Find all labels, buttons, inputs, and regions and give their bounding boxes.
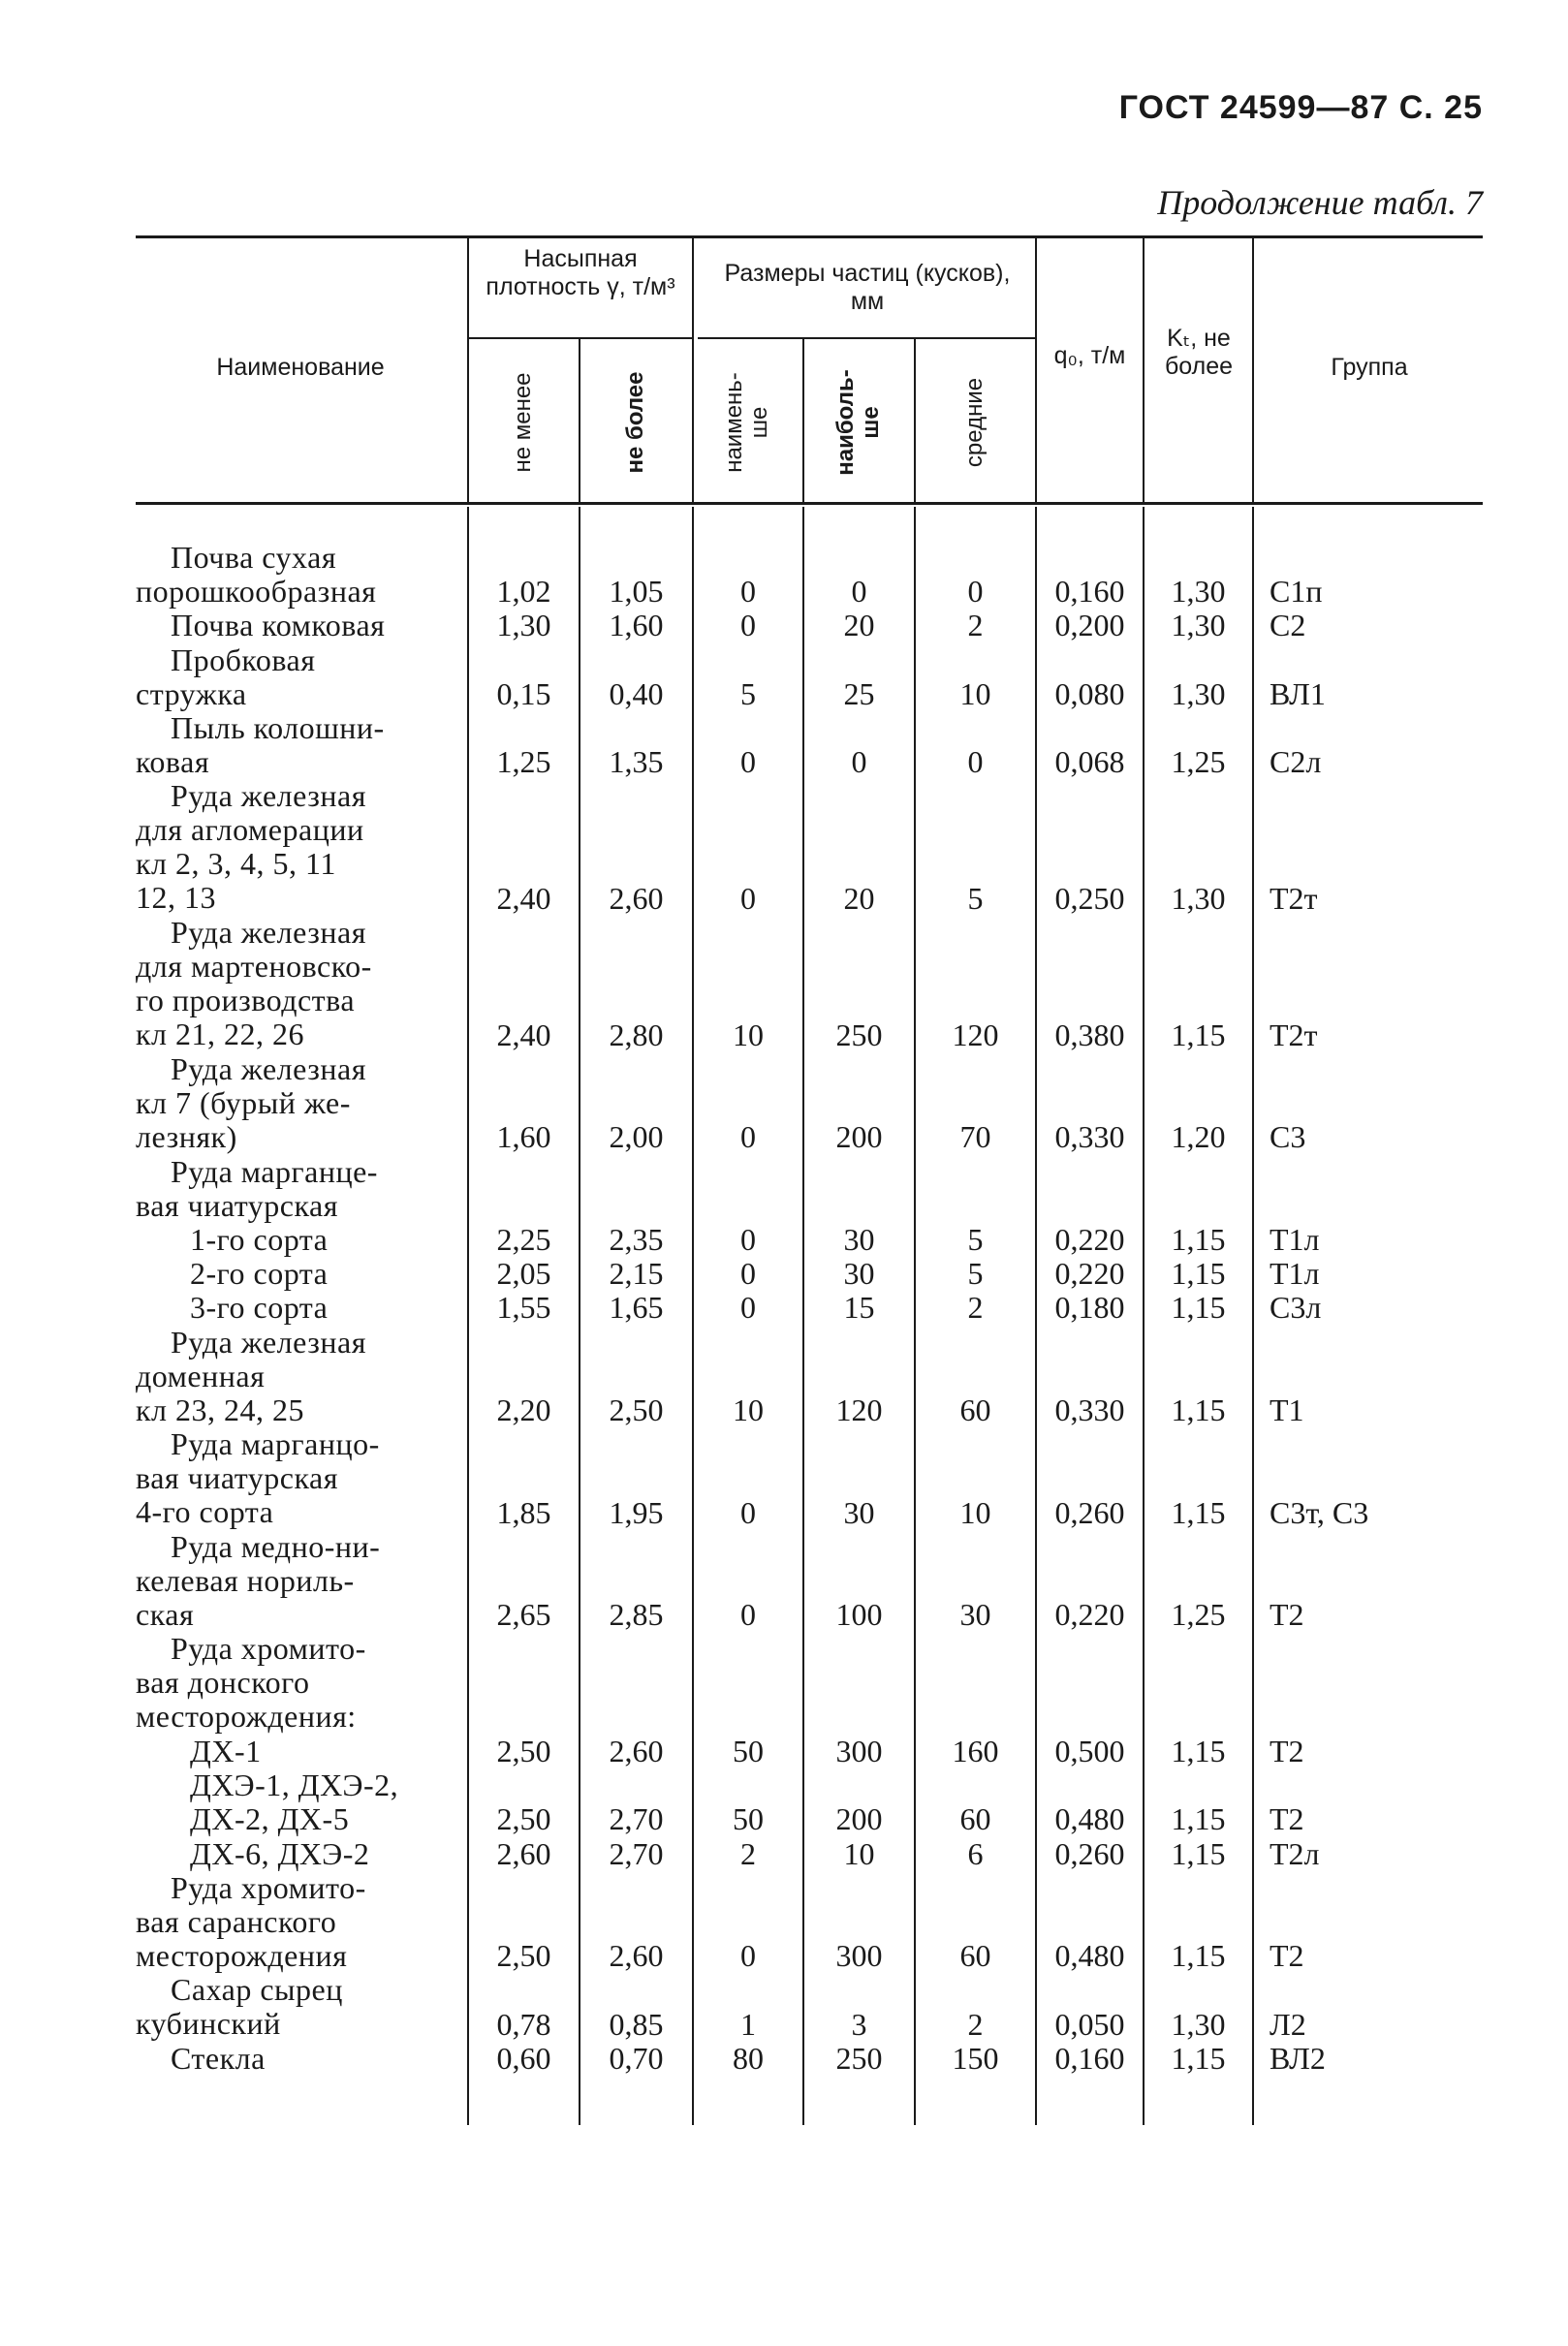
cell-savg: 2 <box>967 608 984 643</box>
cell-k: 1,30 <box>1171 2006 1226 2042</box>
cell-dmax: 0,70 <box>609 2040 664 2076</box>
cell-savg: 120 <box>952 1017 999 1052</box>
cell-dmax: 1,65 <box>609 1290 664 1326</box>
subheader-rule-size <box>698 337 1035 339</box>
cell-dmax: 1,35 <box>609 744 664 780</box>
cell-dmax: 2,60 <box>609 1938 664 1974</box>
cell-savg: 60 <box>959 1938 991 1974</box>
col-header-name: Наименование <box>216 354 385 381</box>
cell-smax: 120 <box>835 1392 883 1427</box>
col-header-q0: q₀, т/м <box>1053 342 1126 369</box>
row-name <box>136 1973 465 2041</box>
cell-savg: 5 <box>967 881 984 916</box>
cell-savg: 5 <box>967 1222 984 1257</box>
row-name-line: Пыль колошни- <box>171 710 385 745</box>
row-name <box>136 1155 465 1223</box>
table-continuation: Продолжение табл. 7 <box>1157 183 1483 222</box>
cell-dmin: 2,65 <box>496 1597 551 1633</box>
col-header-size: Размеры частиц (кусков), мм <box>724 260 1011 315</box>
row-name <box>136 1257 465 1291</box>
cell-smax: 0 <box>851 744 867 780</box>
cell-k: 1,30 <box>1171 881 1226 916</box>
cell-q0: 0,480 <box>1054 1938 1125 1974</box>
cell-k: 1,15 <box>1171 1290 1226 1326</box>
cell-dmax: 2,50 <box>609 1392 664 1427</box>
cell-smax: 10 <box>843 1835 875 1871</box>
row-name-line: ДХ-2, ДХ-5 <box>190 1801 350 1837</box>
cell-savg: 6 <box>967 1835 984 1871</box>
cell-dmin: 2,60 <box>496 1835 551 1871</box>
row-name-line: 3-го сорта <box>190 1290 329 1326</box>
row-name-line: Руда железная <box>171 1051 366 1086</box>
cell-group: Т1л <box>1270 1222 1320 1257</box>
row-name-line: для агломерации <box>136 812 364 848</box>
cell-q0: 0,500 <box>1054 1734 1125 1768</box>
row-name-line: для мартеновско- <box>136 949 372 985</box>
row-name-line: ДХ-1 <box>190 1734 262 1768</box>
row-name <box>136 1632 465 1734</box>
cell-q0: 0,080 <box>1054 675 1125 711</box>
cell-q0: 0,330 <box>1054 1119 1125 1155</box>
cell-group: Т2 <box>1270 1597 1304 1633</box>
cell-q0: 0,160 <box>1054 574 1125 610</box>
cell-dmax: 1,60 <box>609 608 664 643</box>
cell-k: 1,15 <box>1171 2040 1226 2076</box>
row-name <box>136 711 465 779</box>
cell-k: 1,15 <box>1171 1392 1226 1427</box>
cell-savg: 10 <box>959 1494 991 1530</box>
cell-smin: 2 <box>740 1835 756 1871</box>
header-vrule <box>1252 235 1254 503</box>
cell-q0: 0,068 <box>1054 744 1125 780</box>
row-name-line: го производства <box>136 983 356 1018</box>
cell-smin: 0 <box>740 881 756 916</box>
cell-q0: 0,330 <box>1054 1392 1125 1427</box>
row-name <box>136 1768 465 1836</box>
row-name-line: вая чиатурская <box>136 1460 338 1496</box>
row-name-line: кл 21, 22, 26 <box>136 1017 305 1052</box>
row-name-line: вая донского <box>136 1665 310 1701</box>
row-name-line: Руда марганцо- <box>171 1426 380 1462</box>
header-vrule <box>692 235 694 503</box>
row-name <box>136 779 465 915</box>
cell-q0: 0,480 <box>1054 1801 1125 1837</box>
cell-dmin: 1,55 <box>496 1290 551 1326</box>
cell-smax: 25 <box>843 675 875 711</box>
row-name-line: 1-го сорта <box>190 1222 329 1257</box>
cell-savg: 150 <box>952 2040 999 2076</box>
cell-group: Т2т <box>1270 881 1318 916</box>
cell-savg: 10 <box>959 675 991 711</box>
row-name-line: Руда хромито- <box>171 1631 366 1667</box>
cell-q0: 0,220 <box>1054 1256 1125 1292</box>
row-name-line: Руда железная <box>171 915 366 951</box>
cell-k: 1,15 <box>1171 1017 1226 1052</box>
row-name <box>136 916 465 1051</box>
row-name <box>136 1427 465 1529</box>
cell-group: Т1л <box>1270 1256 1320 1292</box>
row-name <box>136 541 465 609</box>
cell-dmax: 2,35 <box>609 1222 664 1257</box>
cell-savg: 160 <box>952 1734 999 1768</box>
cell-dmin: 2,05 <box>496 1256 551 1292</box>
cell-dmin: 2,20 <box>496 1392 551 1427</box>
cell-smax: 300 <box>835 1734 883 1768</box>
row-name <box>136 609 465 642</box>
col-header-size-min: наимень- ше <box>721 371 772 473</box>
col-header-density-min: не менее <box>510 371 536 473</box>
body-vrule <box>1252 507 1254 2125</box>
cell-smin: 1 <box>740 2006 756 2042</box>
header-vrule <box>467 235 469 503</box>
cell-smax: 20 <box>843 608 875 643</box>
cell-smax: 250 <box>835 2040 883 2076</box>
cell-smax: 100 <box>835 1597 883 1633</box>
table-top-rule <box>136 235 1483 238</box>
row-name <box>136 1735 465 1768</box>
cell-savg: 60 <box>959 1392 991 1427</box>
row-name-line: Руда марганце- <box>171 1153 378 1189</box>
header-vrule <box>579 339 580 503</box>
cell-dmin: 2,50 <box>496 1938 551 1974</box>
cell-k: 1,15 <box>1171 1734 1226 1768</box>
cell-dmin: 1,30 <box>496 608 551 643</box>
row-name-line: Руда железная <box>171 1324 366 1360</box>
cell-dmin: 2,40 <box>496 1017 551 1052</box>
cell-dmax: 2,60 <box>609 1734 664 1768</box>
cell-smax: 250 <box>835 1017 883 1052</box>
cell-group: Т1 <box>1270 1392 1304 1427</box>
cell-dmax: 2,00 <box>609 1119 664 1155</box>
row-name-line: Руда железная <box>171 778 366 814</box>
header-vrule <box>1035 235 1037 503</box>
row-name <box>136 643 465 711</box>
cell-dmin: 1,02 <box>496 574 551 610</box>
col-header-density: Насыпная плотность γ, т/м³ <box>486 245 675 300</box>
page-header <box>1119 89 1483 127</box>
cell-smin: 0 <box>740 1222 756 1257</box>
cell-dmax: 2,15 <box>609 1256 664 1292</box>
row-name <box>136 1837 465 1871</box>
cell-dmin: 1,85 <box>496 1494 551 1530</box>
cell-k: 1,30 <box>1171 574 1226 610</box>
cell-group: Т2л <box>1270 1835 1320 1871</box>
cell-smax: 30 <box>843 1256 875 1292</box>
row-name-line: Почва комковая <box>171 608 386 643</box>
cell-group: С3т, С3 <box>1270 1494 1369 1530</box>
cell-dmax: 0,40 <box>609 675 664 711</box>
row-name-line: Почва сухая <box>171 540 337 575</box>
row-name-line: 4-го сорта <box>136 1494 274 1530</box>
row-name-line: Стекла <box>171 2040 266 2076</box>
cell-smax: 200 <box>835 1801 883 1837</box>
cell-dmin: 2,50 <box>496 1801 551 1837</box>
row-name-line: кл 2, 3, 4, 5, 11 <box>136 846 336 882</box>
cell-q0: 0,200 <box>1054 608 1125 643</box>
cell-k: 1,20 <box>1171 1119 1226 1155</box>
header-vrule <box>802 339 804 503</box>
cell-group: С3л <box>1270 1290 1322 1326</box>
cell-q0: 0,160 <box>1054 2040 1125 2076</box>
cell-smin: 0 <box>740 574 756 610</box>
cell-smax: 30 <box>843 1494 875 1530</box>
cell-group: Т2 <box>1270 1801 1304 1837</box>
row-name-line: Руда медно-ни- <box>171 1528 381 1564</box>
row-name-line: Руда хромито- <box>171 1869 366 1905</box>
doc-id: ГОСТ 24599—87 <box>1118 89 1390 126</box>
cell-group: С2л <box>1270 744 1322 780</box>
cell-smin: 0 <box>740 1256 756 1292</box>
cell-savg: 70 <box>959 1119 991 1155</box>
row-name <box>136 1291 465 1325</box>
row-name-line: кубинский <box>136 2006 281 2042</box>
cell-smin: 0 <box>740 1290 756 1326</box>
cell-k: 1,15 <box>1171 1256 1226 1292</box>
cell-smin: 0 <box>740 1494 756 1530</box>
cell-smin: 50 <box>733 1801 764 1837</box>
cell-group: Т2т <box>1270 1017 1318 1052</box>
row-name-line: ДХ-6, ДХЭ-2 <box>190 1835 370 1871</box>
cell-savg: 2 <box>967 2006 984 2042</box>
cell-group: С1п <box>1270 574 1323 610</box>
cell-dmin: 2,25 <box>496 1222 551 1257</box>
cell-dmax: 2,85 <box>609 1597 664 1633</box>
row-name-line: кл 7 (бурый же- <box>136 1085 351 1120</box>
cell-group: Т2 <box>1270 1938 1304 1974</box>
cell-savg: 2 <box>967 1290 984 1326</box>
cell-savg: 60 <box>959 1801 991 1837</box>
cell-group: С2 <box>1270 608 1306 643</box>
cell-dmin: 0,15 <box>496 675 551 711</box>
cell-savg: 0 <box>967 744 984 780</box>
cell-smax: 20 <box>843 881 875 916</box>
row-name-line: Пробковая <box>171 641 316 677</box>
cell-smax: 0 <box>851 574 867 610</box>
row-name <box>136 2042 465 2076</box>
row-name <box>136 1052 465 1154</box>
cell-dmax: 1,05 <box>609 574 664 610</box>
cell-smax: 200 <box>835 1119 883 1155</box>
cell-smax: 15 <box>843 1290 875 1326</box>
row-name-line: кл 23, 24, 25 <box>136 1392 305 1427</box>
cell-savg: 30 <box>959 1597 991 1633</box>
cell-smin: 80 <box>733 2040 764 2076</box>
col-header-size-avg: средние <box>961 377 988 467</box>
row-name-line: стружка <box>136 675 247 711</box>
cell-smax: 30 <box>843 1222 875 1257</box>
row-name-line: ская <box>136 1596 195 1632</box>
row-name-line: 2-го сорта <box>190 1256 329 1292</box>
cell-k: 1,15 <box>1171 1938 1226 1974</box>
row-name-line: порошкообразная <box>136 574 377 609</box>
cell-k: 1,15 <box>1171 1801 1226 1837</box>
cell-smin: 0 <box>740 1119 756 1155</box>
cell-savg: 5 <box>967 1256 984 1292</box>
header-vrule <box>914 339 916 503</box>
row-name-line: лезняк) <box>136 1119 237 1154</box>
cell-group: Т2 <box>1270 1734 1304 1768</box>
cell-dmax: 2,70 <box>609 1835 664 1871</box>
cell-smin: 50 <box>733 1734 764 1768</box>
header-vrule <box>1143 235 1145 503</box>
cell-q0: 0,220 <box>1054 1597 1125 1633</box>
row-name-line: месторождения <box>136 1937 348 1973</box>
cell-k: 1,15 <box>1171 1835 1226 1871</box>
cell-dmax: 2,80 <box>609 1017 664 1052</box>
cell-q0: 0,220 <box>1054 1222 1125 1257</box>
cell-q0: 0,260 <box>1054 1494 1125 1530</box>
col-header-density-max: не более <box>622 370 648 474</box>
cell-dmax: 2,70 <box>609 1801 664 1837</box>
cell-smin: 5 <box>740 675 756 711</box>
cell-dmax: 1,95 <box>609 1494 664 1530</box>
row-name <box>136 1223 465 1257</box>
cell-dmin: 0,78 <box>496 2006 551 2042</box>
cell-k: 1,30 <box>1171 608 1226 643</box>
cell-dmin: 2,50 <box>496 1734 551 1768</box>
cell-dmin: 0,60 <box>496 2040 551 2076</box>
cell-smax: 300 <box>835 1938 883 1974</box>
cell-q0: 0,260 <box>1054 1835 1125 1871</box>
cell-q0: 0,180 <box>1054 1290 1125 1326</box>
cell-k: 1,15 <box>1171 1222 1226 1257</box>
cell-k: 1,25 <box>1171 744 1226 780</box>
row-name-line: 12, 13 <box>136 880 216 916</box>
cell-group: ВЛ1 <box>1270 675 1326 711</box>
cell-group: С3 <box>1270 1119 1306 1155</box>
cell-q0: 0,380 <box>1054 1017 1125 1052</box>
col-header-group: Группа <box>1331 354 1408 381</box>
cell-smin: 10 <box>733 1392 764 1427</box>
row-name-line: месторождения: <box>136 1699 357 1735</box>
col-header-k: Kₜ, не более <box>1164 325 1234 380</box>
cell-dmax: 2,60 <box>609 881 664 916</box>
cell-dmax: 0,85 <box>609 2006 664 2042</box>
cell-k: 1,30 <box>1171 675 1226 711</box>
cell-group: ВЛ2 <box>1270 2040 1326 2076</box>
cell-smin: 0 <box>740 1938 756 1974</box>
row-name-line: Сахар сырец <box>171 1972 343 2008</box>
row-name-line: вая чиатурская <box>136 1187 338 1223</box>
row-name-line: келевая нориль- <box>136 1562 355 1598</box>
cell-k: 1,15 <box>1171 1494 1226 1530</box>
page-number: С. 25 <box>1398 89 1483 126</box>
cell-q0: 0,050 <box>1054 2006 1125 2042</box>
row-name-line: вая саранского <box>136 1903 337 1939</box>
cell-group: Л2 <box>1270 2006 1306 2042</box>
row-name-line: доменная <box>136 1358 266 1393</box>
cell-smin: 0 <box>740 744 756 780</box>
cell-smin: 0 <box>740 1597 756 1633</box>
row-name-line: ковая <box>136 744 210 779</box>
col-header-size-max: наиболь- ше <box>832 368 884 476</box>
data-table <box>136 235 1483 2135</box>
cell-smin: 0 <box>740 608 756 643</box>
cell-dmin: 1,60 <box>496 1119 551 1155</box>
row-name <box>136 1326 465 1427</box>
cell-dmin: 2,40 <box>496 881 551 916</box>
cell-k: 1,25 <box>1171 1597 1226 1633</box>
header-bottom-rule <box>136 502 1483 505</box>
cell-q0: 0,250 <box>1054 881 1125 916</box>
cell-savg: 0 <box>967 574 984 610</box>
row-name-line: ДХЭ-1, ДХЭ-2, <box>190 1767 399 1803</box>
cell-smax: 3 <box>851 2006 867 2042</box>
cell-dmin: 1,25 <box>496 744 551 780</box>
row-name <box>136 1530 465 1632</box>
row-name <box>136 1871 465 1973</box>
cell-smin: 10 <box>733 1017 764 1052</box>
